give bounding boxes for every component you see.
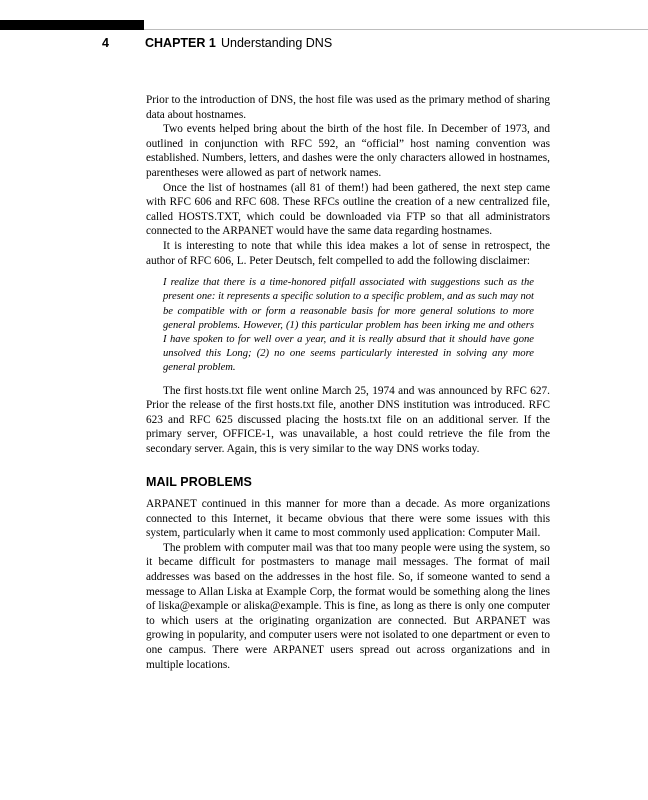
running-head xyxy=(0,36,648,54)
chapter-label: CHAPTER 1 xyxy=(145,36,216,50)
page-number: 4 xyxy=(102,36,109,50)
paragraph: Two events helped bring about the birth of the host file. In December of 1973, and outlined in conjunction with RFC 592, an “official” host naming convention was established. Numbers, letters, and dashes were the only characters allowed in hostnames, parentheses were allowed as part of network names. xyxy=(146,123,550,179)
paragraph: The problem with computer mail was that too many people were using the system, so it became difficult for postmasters to manage mail messages. The format of mail addresses was based on the addresses in the host file. So, if someone wanted to send a message to Allan Liska at Example Corp, the format would be something along the lines of liska@example or aliska@example. This is fine, as long as there is only one computer to which users at the originating organization are connected. But ARPANET was growing in popularity, and computer users were not isolated to one department or even to one campus. There were ARPANET users spread out across organizations and in multiple locations. xyxy=(146,541,550,671)
block-quote: I realize that there is a time-honored pitfall associated with suggestions such as the present one: it represents a specific solution to a specific problem, and as such may not be compatible with or form a reasonable basis for more general solutions to more general problems. However, (1) this particular problem has been irking me and others I have spoken to for well over a year, and it is really absurd that it should have gone unsolved this Long; (2) no one seems particularly interested in solving any more general problem. xyxy=(163,277,534,374)
section-heading: MAIL PROBLEMS xyxy=(146,474,252,489)
paragraph: It is interesting to note that while this idea makes a lot of sense in retrospect, the author of RFC 606, L. Peter Deutsch, felt compelled to add the following disclaimer: xyxy=(146,239,550,267)
header-black-bar xyxy=(0,20,144,30)
paragraph: Once the list of hostnames (all 81 of them!) had been gathered, the next step came with RFC 606 and RFC 608. These RFCs outline the creation of a new centralized file, called HOSTS.TXT, which could be downloaded via FTP so that all administrators connected to the ARPANET would have the same data regarding hostnames. xyxy=(146,181,550,238)
main-text xyxy=(146,93,550,672)
header-rule xyxy=(144,29,648,30)
paragraph: The first hosts.txt file went online March 25, 1974 and was announced by RFC 627. Prior the release of the first hosts.txt file, another DNS institution was introduced. RFC 623 and RFC 625 discussed placing the hosts.txt file on an additional server. If the primary server, OFFICE-1, was unavailable, a host could retrieve the file from the secondary server. Again, this is very similar to the way DNS works today. xyxy=(146,384,550,455)
chapter-title: Understanding DNS xyxy=(221,36,333,50)
paragraph: Prior to the introduction of DNS, the host file was used as the primary method of sharing data about hostnames. xyxy=(146,94,550,121)
paragraph: ARPANET continued in this manner for more than a decade. As more organizations connected to this Internet, it became obvious that there were some issues with this system, particularly when it came to most commonly used application: Computer Mail. xyxy=(146,498,550,540)
